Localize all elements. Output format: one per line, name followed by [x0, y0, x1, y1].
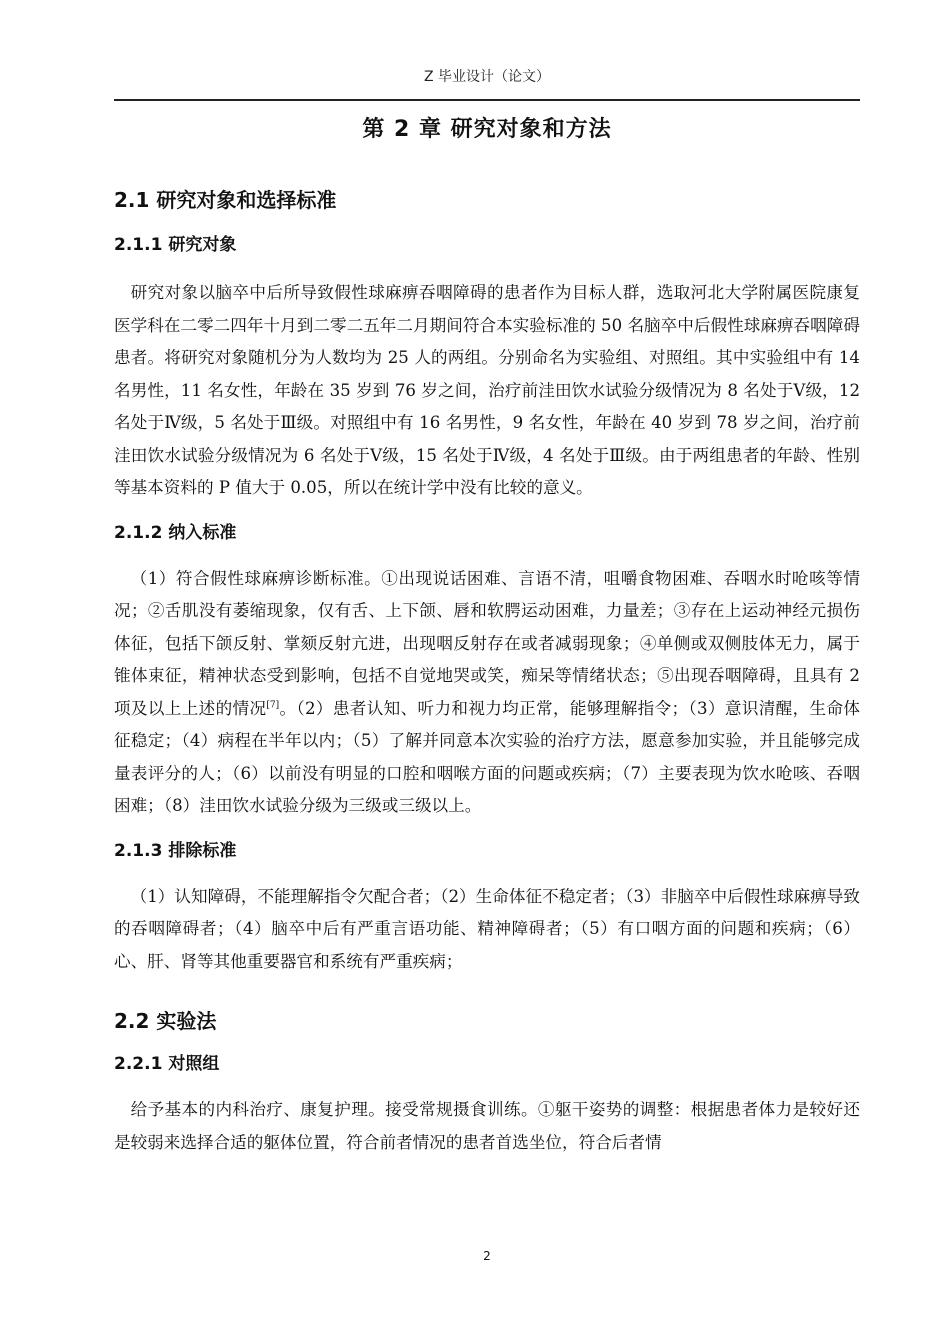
section-2-2-1-paragraph: 给予基本的内科治疗、康复护理。接受常规摄食训练。①躯干姿势的调整：根据患者体力是较好还是较弱来选择合适的躯体位置，符合前者情况的患者首选坐位，符合后者情 [114, 1100, 860, 1152]
page-body [114, 185, 860, 1159]
section-2-2-heading: 2.2 实验法 [114, 1009, 217, 1033]
inclusion-text-part-2: 。（2）患者认知、听力和视力均正常，能够理解指令；（3）意识清醒，生命体征稳定；（4）病程在半年以内；（5）了解并同意本次实验的治疗方法，愿意参加实验，并且能够完成量表评分的人；（6）以前没有明显的口腔和咽喉方面的问题或疾病；（7）主要表现为饮水呛咳、吞咽困难；（8）洼田饮水试验分级为三级或三级以上。 [114, 698, 861, 815]
inclusion-text-part-1: （1）符合假性球麻痹诊断标准。①出现说话困难、言语不清，咀嚼食物困难、吞咽水时呛咳等情况；②舌肌没有萎缩现象，仅有舌、上下颌、唇和软腭运动困难，力量差；③存在上运动神经元损伤体征，包括下颌反射、掌颏反射亢进，出现咽反射存在或者减弱现象；④单侧或双侧肢体无力，属于锥体束征，精神状态受到影响，包括不自觉地哭或笑，痴呆等情绪状态；⑤出现吞咽障碍，且具有 2 项及以上上述的情况 [114, 568, 860, 718]
section-2-1-2-heading: 2.1.2 纳入标准 [114, 522, 237, 543]
section-2-1-heading: 2.1 研究对象和选择标准 [114, 188, 337, 212]
section-2-2-1-heading: 2.2.1 对照组 [114, 1054, 220, 1074]
running-header: Z 毕业设计（论文） [423, 69, 551, 85]
section-2-1-2-paragraph [114, 563, 860, 823]
section-2-1-1-paragraph: 研究对象以脑卒中后所导致假性球麻痹吞咽障碍的患者作为目标人群，选取河北大学附属医院康复医学科在二零二四年十月到二零二五年二月期间符合本实验标准的 50 名脑卒中后假性球麻痹吞咽障碍患者。将研究对象随机分为人数均为 25 人的两组。分别命名为实验组、对照组。其中实验组中有 14 名男性，11 名女性，年龄在 35 岁到 76 岁之间，治疗前洼田饮水试验分级情况为 8 名处于Ⅴ级，12 名处于Ⅳ级，5 名处于Ⅲ级。对照组中有 16 名男性，9 名女性，年龄在 40 岁到 78 岁之间，治疗前洼田饮水试验分级情况为 6 名处于Ⅴ级，15 名处于Ⅳ级，4 名处于Ⅲ级。由于两组患者的年龄、性别等基本资料的 P 值大于 0.05，所以在统计学中没有比较的意义。 [114, 283, 860, 497]
chapter-title: 第 2 章 研究对象和方法 [362, 117, 612, 142]
citation-marker: [7] [266, 699, 280, 710]
page-number: 2 [483, 1249, 491, 1263]
section-2-1-3-heading: 2.1.3 排除标准 [114, 840, 237, 861]
header-divider [114, 99, 860, 101]
section-2-1-1-heading: 2.1.1 研究对象 [114, 235, 237, 255]
section-2-1-3-paragraph: （1）认知障碍，不能理解指令欠配合者；（2）生命体征不稳定者；（3）非脑卒中后假性球麻痹导致的吞咽障碍者；（4）脑卒中后有严重言语功能、精神障碍者；（5）有口咽方面的问题和疾病；（6）心、肝、肾等其他重要器官和系统有严重疾病； [114, 886, 860, 971]
